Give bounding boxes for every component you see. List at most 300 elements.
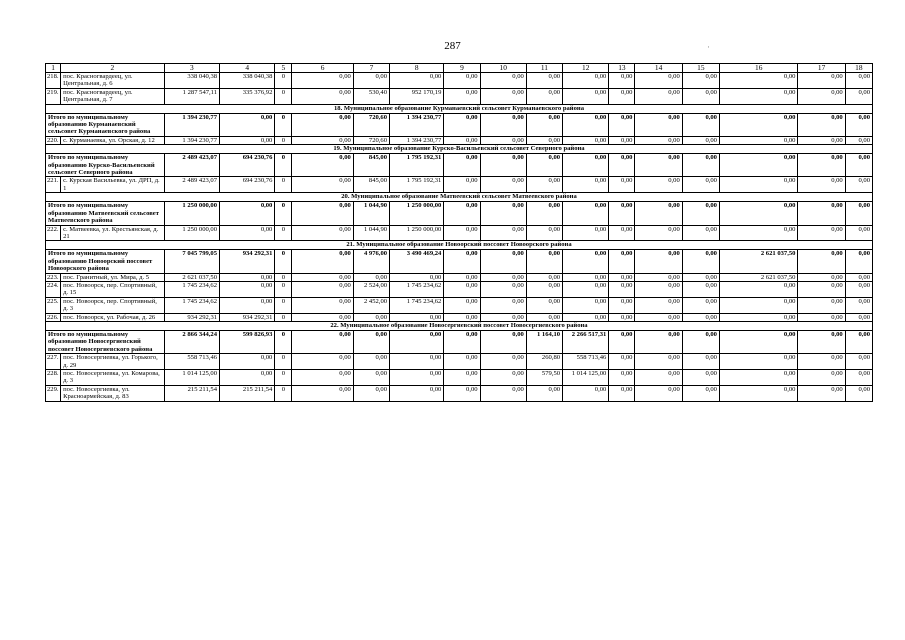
total-value-cell: 0 — [275, 250, 292, 273]
value-cell: 0,00 — [845, 177, 872, 193]
total-value-cell: 0,00 — [719, 330, 797, 353]
value-cell: 0 — [275, 225, 292, 241]
total-value-cell: 0,00 — [609, 113, 635, 136]
column-number-header: 13 — [609, 64, 635, 73]
value-cell: 0,00 — [719, 136, 797, 144]
value-cell: 952 170,19 — [390, 88, 444, 104]
total-value-cell: 0,00 — [719, 113, 797, 136]
total-row — [46, 330, 873, 353]
total-value-cell: 3 490 469,24 — [390, 250, 444, 273]
total-value-cell: 0,00 — [635, 250, 682, 273]
page-number: 287 — [444, 40, 461, 52]
value-cell: 0 — [275, 281, 292, 297]
row-address: с. Матвеевка, ул. Крестьянская, д. 21 — [61, 225, 165, 241]
value-cell: 0,00 — [719, 297, 797, 313]
value-cell: 0,00 — [563, 313, 609, 321]
value-cell: 0,00 — [682, 73, 719, 89]
total-value-cell: 1 044,90 — [353, 202, 389, 225]
value-cell: 0,00 — [609, 281, 635, 297]
total-value-cell: 7 045 799,05 — [164, 250, 219, 273]
value-cell: 0,00 — [798, 281, 845, 297]
value-cell: 338 040,38 — [220, 73, 275, 89]
value-cell: 0,00 — [635, 370, 682, 386]
value-cell: 530,40 — [353, 88, 389, 104]
row-address: пос. Красногвардеец, ул. Центральная, д. 6 — [61, 73, 165, 89]
value-cell: 0,00 — [609, 225, 635, 241]
value-cell: 0 — [275, 313, 292, 321]
row-index: 227. — [46, 354, 61, 370]
total-value-cell: 0,00 — [480, 330, 526, 353]
value-cell: 0,00 — [609, 297, 635, 313]
total-value-cell: 934 292,31 — [220, 250, 275, 273]
value-cell: 0,00 — [682, 281, 719, 297]
value-cell: 694 230,76 — [220, 177, 275, 193]
total-value-cell: 0,00 — [480, 113, 526, 136]
value-cell: 0,00 — [719, 88, 797, 104]
value-cell: 0 — [275, 297, 292, 313]
section-heading: 20. Муниципальное образование Матвеевский сельсовет Матвеевского района — [46, 193, 873, 202]
total-value-cell: 845,00 — [353, 154, 389, 177]
value-cell: 0,00 — [719, 281, 797, 297]
column-number-header: 1 — [46, 64, 61, 73]
section-heading: 19. Муниципальное образование Курско-Васильевский сельсовет Северного района — [46, 145, 873, 154]
value-cell: 0,00 — [635, 354, 682, 370]
total-value-cell: 0,00 — [635, 154, 682, 177]
section-heading: 22. Муниципальное образование Новосергиевский поссовет Новосергиевского района — [46, 321, 873, 330]
total-label: Итого по муниципальному образованию Матвеевский сельсовет Матвеевского района — [46, 202, 165, 225]
total-value-cell: 0 — [275, 113, 292, 136]
value-cell: 1 287 547,11 — [164, 88, 219, 104]
scan-mark: · — [707, 42, 710, 52]
value-cell: 0,00 — [526, 136, 562, 144]
value-cell: 0,00 — [845, 225, 872, 241]
value-cell: 845,00 — [353, 177, 389, 193]
value-cell: 579,50 — [526, 370, 562, 386]
total-value-cell: 0,00 — [682, 250, 719, 273]
total-value-cell: 0 — [275, 154, 292, 177]
value-cell: 0,00 — [719, 370, 797, 386]
value-cell: 0,00 — [220, 281, 275, 297]
value-cell: 0,00 — [845, 281, 872, 297]
value-cell: 0,00 — [444, 273, 480, 281]
value-cell: 0,00 — [635, 225, 682, 241]
value-cell: 0 — [275, 88, 292, 104]
value-cell: 0,00 — [635, 136, 682, 144]
value-cell: 2 621 037,50 — [164, 273, 219, 281]
value-cell: 0,00 — [563, 225, 609, 241]
column-number-header: 3 — [164, 64, 219, 73]
value-cell: 0,00 — [480, 297, 526, 313]
value-cell: 1 044,90 — [353, 225, 389, 241]
value-cell: 0,00 — [526, 225, 562, 241]
value-cell: 0,00 — [609, 313, 635, 321]
total-value-cell: 0,00 — [798, 202, 845, 225]
row-address: пос. Новосергиевка, ул. Горького, д. 29 — [61, 354, 165, 370]
row-address: с. Курская Васильевка, ул. ДРП, д. 1 — [61, 177, 165, 193]
value-cell: 934 292,31 — [164, 313, 219, 321]
total-value-cell: 0,00 — [609, 202, 635, 225]
row-index: 228. — [46, 370, 61, 386]
section-heading-row — [46, 321, 873, 330]
table-row — [46, 313, 873, 321]
value-cell: 0,00 — [480, 370, 526, 386]
total-value-cell: 0,00 — [526, 250, 562, 273]
value-cell: 0,00 — [563, 385, 609, 401]
value-cell: 0,00 — [444, 73, 480, 89]
row-address: пос. Новоорск, ул. Рабочая, д. 26 — [61, 313, 165, 321]
total-label: Итого по муниципальному образованию Новоорский поссовет Новоорского района — [46, 250, 165, 273]
total-value-cell: 0,00 — [292, 154, 353, 177]
total-row — [46, 202, 873, 225]
value-cell: 2 524,00 — [353, 281, 389, 297]
total-value-cell: 0,00 — [682, 154, 719, 177]
value-cell: 0,00 — [719, 385, 797, 401]
value-cell: 0,00 — [444, 225, 480, 241]
row-index: 220. — [46, 136, 61, 144]
total-value-cell: 2 489 423,07 — [164, 154, 219, 177]
value-cell: 0,00 — [798, 370, 845, 386]
column-number-header: 15 — [682, 64, 719, 73]
value-cell: 0,00 — [526, 297, 562, 313]
value-cell: 0,00 — [390, 370, 444, 386]
total-value-cell: 0,00 — [609, 250, 635, 273]
total-value-cell: 0,00 — [353, 330, 389, 353]
total-value-cell: 599 826,93 — [220, 330, 275, 353]
column-number-header: 10 — [480, 64, 526, 73]
value-cell: 0 — [275, 354, 292, 370]
row-address: пос. Новоорск, пер. Спортивный, д. 3 — [61, 297, 165, 313]
value-cell: 1 014 125,00 — [164, 370, 219, 386]
column-number-header: 11 — [526, 64, 562, 73]
value-cell: 0 — [275, 73, 292, 89]
total-value-cell: 0,00 — [563, 250, 609, 273]
value-cell: 0,00 — [480, 281, 526, 297]
total-value-cell: 0,00 — [292, 202, 353, 225]
row-index: 223. — [46, 273, 61, 281]
section-heading: 21. Муниципальное образование Новоорский поссовет Новоорского района — [46, 241, 873, 250]
value-cell: 338 040,38 — [164, 73, 219, 89]
value-cell: 0,00 — [845, 313, 872, 321]
table-row — [46, 136, 873, 144]
value-cell: 335 376,92 — [220, 88, 275, 104]
value-cell: 0,00 — [444, 313, 480, 321]
value-cell: 0,00 — [798, 385, 845, 401]
row-index: 224. — [46, 281, 61, 297]
total-value-cell: 0,00 — [526, 113, 562, 136]
total-value-cell: 0,00 — [480, 250, 526, 273]
section-heading: 18. Муниципальное образование Курманаевский сельсовет Курманаевского района — [46, 104, 873, 113]
value-cell: 0,00 — [526, 281, 562, 297]
column-number-header: 8 — [390, 64, 444, 73]
table-row — [46, 385, 873, 401]
value-cell: 0,00 — [444, 297, 480, 313]
value-cell: 0,00 — [635, 281, 682, 297]
value-cell: 0,00 — [480, 177, 526, 193]
total-value-cell: 2 866 344,24 — [164, 330, 219, 353]
value-cell: 0,00 — [444, 177, 480, 193]
total-value-cell: 1 250 000,00 — [390, 202, 444, 225]
total-value-cell: 0,00 — [444, 202, 480, 225]
value-cell: 0,00 — [444, 136, 480, 144]
total-value-cell: 0,00 — [719, 202, 797, 225]
value-cell: 0,00 — [292, 88, 353, 104]
value-cell: 0,00 — [682, 177, 719, 193]
total-value-cell: 694 230,76 — [220, 154, 275, 177]
value-cell: 0,00 — [292, 225, 353, 241]
value-cell: 0,00 — [480, 136, 526, 144]
value-cell: 0,00 — [635, 313, 682, 321]
value-cell: 0,00 — [798, 273, 845, 281]
total-value-cell: 0,00 — [390, 330, 444, 353]
total-label: Итого по муниципальному образованию Новосергиевский поссовет Новосергиевского района — [46, 330, 165, 353]
section-heading-row — [46, 193, 873, 202]
total-value-cell: 0,00 — [526, 202, 562, 225]
value-cell: 0,00 — [845, 88, 872, 104]
section-heading-row — [46, 241, 873, 250]
table-row — [46, 225, 873, 241]
total-value-cell: 0 — [275, 330, 292, 353]
total-value-cell: 0,00 — [526, 154, 562, 177]
value-cell: 0,00 — [480, 73, 526, 89]
value-cell: 0,00 — [220, 273, 275, 281]
value-cell: 0,00 — [635, 273, 682, 281]
total-value-cell: 0,00 — [220, 113, 275, 136]
value-cell: 0,00 — [609, 88, 635, 104]
value-cell: 0,00 — [526, 88, 562, 104]
value-cell: 0,00 — [719, 73, 797, 89]
value-cell: 0,00 — [845, 297, 872, 313]
value-cell: 0,00 — [526, 177, 562, 193]
value-cell: 0,00 — [220, 297, 275, 313]
total-value-cell: 1 394 230,77 — [164, 113, 219, 136]
value-cell: 0,00 — [563, 73, 609, 89]
table-row — [46, 88, 873, 104]
table-row — [46, 273, 873, 281]
column-number-header: 14 — [635, 64, 682, 73]
total-value-cell: 1 164,10 — [526, 330, 562, 353]
value-cell: 0,00 — [292, 281, 353, 297]
value-cell: 0,00 — [682, 354, 719, 370]
value-cell: 0 — [275, 370, 292, 386]
total-value-cell: 0,00 — [292, 250, 353, 273]
total-value-cell: 0,00 — [635, 330, 682, 353]
value-cell: 0,00 — [444, 370, 480, 386]
column-number-header: 17 — [798, 64, 845, 73]
value-cell: 0,00 — [635, 177, 682, 193]
total-value-cell: 0,00 — [480, 154, 526, 177]
value-cell: 0,00 — [719, 225, 797, 241]
total-value-cell: 0,00 — [845, 113, 872, 136]
table-row — [46, 281, 873, 297]
value-cell: 0,00 — [682, 385, 719, 401]
value-cell: 0,00 — [480, 354, 526, 370]
value-cell: 0,00 — [444, 354, 480, 370]
value-cell: 1 250 000,00 — [390, 225, 444, 241]
row-address: пос. Гранитный, ул. Мира, д. 5 — [61, 273, 165, 281]
total-value-cell: 0,00 — [845, 202, 872, 225]
row-index: 225. — [46, 297, 61, 313]
value-cell: 0,00 — [563, 297, 609, 313]
value-cell: 0,00 — [292, 73, 353, 89]
value-cell: 0,00 — [798, 354, 845, 370]
value-cell: 0,00 — [292, 273, 353, 281]
total-value-cell: 2 266 517,31 — [563, 330, 609, 353]
row-address: пос. Новосергиевка, ул. Красноармейская, д. 83 — [61, 385, 165, 401]
value-cell: 0,00 — [682, 273, 719, 281]
total-value-cell: 0,00 — [845, 250, 872, 273]
total-value-cell: 1 795 192,31 — [390, 154, 444, 177]
total-value-cell: 1 394 230,77 — [390, 113, 444, 136]
value-cell: 0,00 — [480, 313, 526, 321]
column-number-header: 6 — [292, 64, 353, 73]
value-cell: 0,00 — [444, 88, 480, 104]
value-cell: 0,00 — [719, 177, 797, 193]
total-row — [46, 113, 873, 136]
row-address: пос. Новоорск, пер. Спортивный, д. 15 — [61, 281, 165, 297]
value-cell: 0,00 — [845, 273, 872, 281]
value-cell: 0,00 — [292, 297, 353, 313]
value-cell: 0,00 — [609, 370, 635, 386]
total-value-cell: 0,00 — [798, 250, 845, 273]
value-cell: 1 745 234,62 — [164, 297, 219, 313]
value-cell: 0,00 — [609, 354, 635, 370]
value-cell: 0,00 — [682, 313, 719, 321]
value-cell: 0,00 — [444, 281, 480, 297]
value-cell: 0,00 — [682, 297, 719, 313]
value-cell: 0,00 — [798, 136, 845, 144]
total-value-cell: 0,00 — [480, 202, 526, 225]
value-cell: 0,00 — [609, 385, 635, 401]
total-value-cell: 0,00 — [609, 330, 635, 353]
total-value-cell: 0,00 — [798, 113, 845, 136]
value-cell: 2 452,00 — [353, 297, 389, 313]
value-cell: 720,60 — [353, 136, 389, 144]
value-cell: 0,00 — [220, 136, 275, 144]
value-cell: 0,00 — [635, 88, 682, 104]
value-cell: 1 795 192,31 — [390, 177, 444, 193]
total-value-cell: 0,00 — [292, 330, 353, 353]
total-value-cell: 720,60 — [353, 113, 389, 136]
column-number-header: 12 — [563, 64, 609, 73]
value-cell: 1 250 000,00 — [164, 225, 219, 241]
column-number-header: 4 — [220, 64, 275, 73]
value-cell: 0,00 — [353, 354, 389, 370]
value-cell: 0,00 — [563, 136, 609, 144]
row-index: 221. — [46, 177, 61, 193]
total-label: Итого по муниципальному образованию Курско-Васильевский сельсовет Северного района — [46, 154, 165, 177]
value-cell: 0,00 — [719, 354, 797, 370]
value-cell: 0,00 — [390, 354, 444, 370]
value-cell: 0 — [275, 273, 292, 281]
total-value-cell: 0,00 — [609, 154, 635, 177]
value-cell: 1 014 125,00 — [563, 370, 609, 386]
value-cell: 0,00 — [526, 273, 562, 281]
value-cell: 0,00 — [609, 136, 635, 144]
value-cell: 0,00 — [609, 273, 635, 281]
row-address: с. Курманаевка, ул. Орская, д. 12 — [61, 136, 165, 144]
value-cell: 0,00 — [480, 385, 526, 401]
table-row — [46, 370, 873, 386]
total-row — [46, 250, 873, 273]
value-cell: 0,00 — [292, 385, 353, 401]
data-table — [45, 63, 873, 402]
value-cell: 0,00 — [845, 73, 872, 89]
total-label: Итого по муниципальному образованию Курманаевский сельсовет Курманаевского района — [46, 113, 165, 136]
row-index: 219. — [46, 88, 61, 104]
total-value-cell: 4 976,00 — [353, 250, 389, 273]
column-number-header: 2 — [61, 64, 165, 73]
value-cell: 0,00 — [526, 73, 562, 89]
section-heading-row — [46, 104, 873, 113]
value-cell: 1 394 230,77 — [164, 136, 219, 144]
value-cell: 0,00 — [563, 273, 609, 281]
value-cell: 0,00 — [609, 177, 635, 193]
value-cell: 0,00 — [563, 177, 609, 193]
total-value-cell: 0,00 — [563, 154, 609, 177]
total-value-cell: 0,00 — [719, 154, 797, 177]
total-value-cell: 0 — [275, 202, 292, 225]
total-value-cell: 0,00 — [444, 154, 480, 177]
value-cell: 0,00 — [292, 313, 353, 321]
column-number-header: 7 — [353, 64, 389, 73]
value-cell: 0,00 — [292, 354, 353, 370]
total-value-cell: 0,00 — [798, 330, 845, 353]
value-cell: 0,00 — [526, 385, 562, 401]
header-row — [46, 64, 873, 73]
value-cell: 558 713,46 — [164, 354, 219, 370]
value-cell: 0,00 — [353, 313, 389, 321]
value-cell: 0,00 — [798, 313, 845, 321]
value-cell: 0,00 — [682, 136, 719, 144]
value-cell: 0,00 — [220, 225, 275, 241]
value-cell: 0 — [275, 385, 292, 401]
value-cell: 0,00 — [845, 354, 872, 370]
row-index: 218. — [46, 73, 61, 89]
value-cell: 0,00 — [798, 88, 845, 104]
total-value-cell: 0,00 — [635, 113, 682, 136]
value-cell: 0,00 — [635, 385, 682, 401]
value-cell: 1 745 234,62 — [390, 281, 444, 297]
column-number-header: 9 — [444, 64, 480, 73]
total-value-cell: 0,00 — [682, 202, 719, 225]
value-cell: 0,00 — [798, 225, 845, 241]
value-cell: 0,00 — [845, 136, 872, 144]
value-cell: 215 211,54 — [164, 385, 219, 401]
value-cell: 0,00 — [390, 273, 444, 281]
value-cell: 0,00 — [390, 313, 444, 321]
value-cell: 2 489 423,07 — [164, 177, 219, 193]
total-value-cell: 0,00 — [444, 330, 480, 353]
row-address: пос. Новосергиевка, ул. Комарова, д. 3 — [61, 370, 165, 386]
total-value-cell: 2 621 037,50 — [719, 250, 797, 273]
total-value-cell: 0,00 — [292, 113, 353, 136]
row-index: 229. — [46, 385, 61, 401]
value-cell: 0,00 — [609, 73, 635, 89]
total-value-cell: 0,00 — [845, 154, 872, 177]
value-cell: 0,00 — [353, 385, 389, 401]
value-cell: 0,00 — [480, 88, 526, 104]
total-value-cell: 0,00 — [845, 330, 872, 353]
total-value-cell: 1 250 000,00 — [164, 202, 219, 225]
value-cell: 0,00 — [682, 88, 719, 104]
value-cell: 0,00 — [798, 177, 845, 193]
value-cell: 0,00 — [220, 370, 275, 386]
value-cell: 0 — [275, 177, 292, 193]
value-cell: 0,00 — [563, 88, 609, 104]
value-cell: 0,00 — [563, 281, 609, 297]
value-cell: 0,00 — [353, 273, 389, 281]
value-cell: 0,00 — [390, 385, 444, 401]
